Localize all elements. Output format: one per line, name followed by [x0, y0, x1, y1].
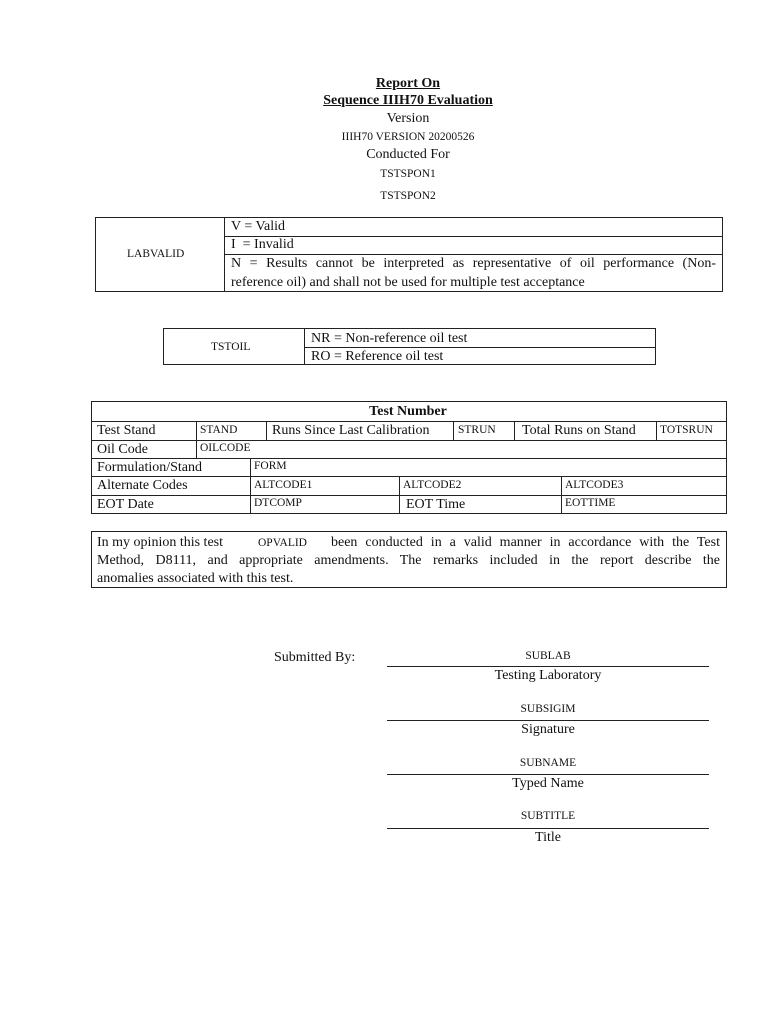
oil-code-label: Oil Code	[97, 442, 148, 457]
submitted-by-label: Submitted By:	[274, 650, 356, 665]
labvalid-label: LABVALID	[127, 248, 185, 260]
conducted-for-label: Conducted For	[366, 147, 450, 162]
opinion-text-end: been conducted in a valid manner in accordance with the Test	[331, 535, 720, 550]
signature-field: SUBSIGIM	[520, 703, 576, 715]
title-field: SUBTITLE	[520, 810, 576, 822]
alt-code-3: ALTCODE3	[565, 479, 624, 491]
formulation-label: Formulation/Stand	[97, 460, 202, 475]
labvalid-nonref-line1: N = Results cannot be interpreted as representative of oil performance (Non-	[231, 256, 716, 271]
testing-laboratory-caption: Testing Laboratory	[494, 668, 602, 683]
tstoil-nr: NR = Non-reference oil test	[311, 331, 468, 346]
tstoil-label: TSTOIL	[211, 341, 251, 353]
tstoil-ro: RO = Reference oil test	[311, 349, 444, 364]
labvalid-invalid: I = Invalid	[231, 237, 294, 252]
labvalid-nonref-line2: reference oil) and shall not be used for multiple test acceptance	[231, 275, 585, 290]
sponsor-2: TSTSPON2	[380, 190, 436, 202]
sponsor-1: TSTSPON1	[380, 168, 436, 180]
test-stand-label: Test Stand	[97, 423, 156, 438]
signature-caption: Signature	[521, 722, 575, 737]
version-value: IIIH70 VERSION 20200526	[341, 131, 475, 143]
opinion-line-3: anomalies associated with this test.	[97, 571, 294, 586]
runs-since-label: Runs Since Last Calibration	[272, 423, 430, 438]
sublab-field: SUBLAB	[525, 650, 571, 662]
total-runs-label: Total Runs on Stand	[522, 423, 636, 438]
title-caption: Title	[535, 830, 561, 845]
alt-code-2: ALTCODE2	[403, 479, 462, 491]
runs-since-value: STRUN	[458, 424, 496, 436]
alternate-codes-label: Alternate Codes	[97, 478, 188, 493]
eot-date-value: DTCOMP	[254, 497, 302, 509]
opinion-text-start: In my opinion this test	[97, 535, 223, 550]
typed-name-field: SUBNAME	[519, 757, 577, 769]
labvalid-valid: V = Valid	[231, 219, 286, 234]
oil-code-value: OILCODE	[200, 442, 251, 454]
version-label: Version	[386, 111, 430, 126]
eot-time-label: EOT Time	[406, 497, 466, 512]
opinion-line-2: Method, D8111, and appropriate amendments. The remarks included in the report describe the	[97, 553, 720, 568]
eot-time-value: EOTTIME	[565, 497, 616, 509]
formulation-value: FORM	[254, 460, 287, 472]
report-sequence: Sequence IIIH70 Evaluation	[323, 93, 493, 108]
report-title: Report On	[375, 76, 441, 91]
test-number-title: Test Number	[369, 404, 447, 419]
opinion-valid-field: OPVALID	[258, 537, 307, 549]
test-stand-value: STAND	[200, 424, 238, 436]
typed-name-caption: Typed Name	[512, 776, 584, 791]
total-runs-value: TOTSRUN	[660, 424, 713, 436]
eot-date-label: EOT Date	[97, 497, 154, 512]
alt-code-1: ALTCODE1	[254, 479, 313, 491]
